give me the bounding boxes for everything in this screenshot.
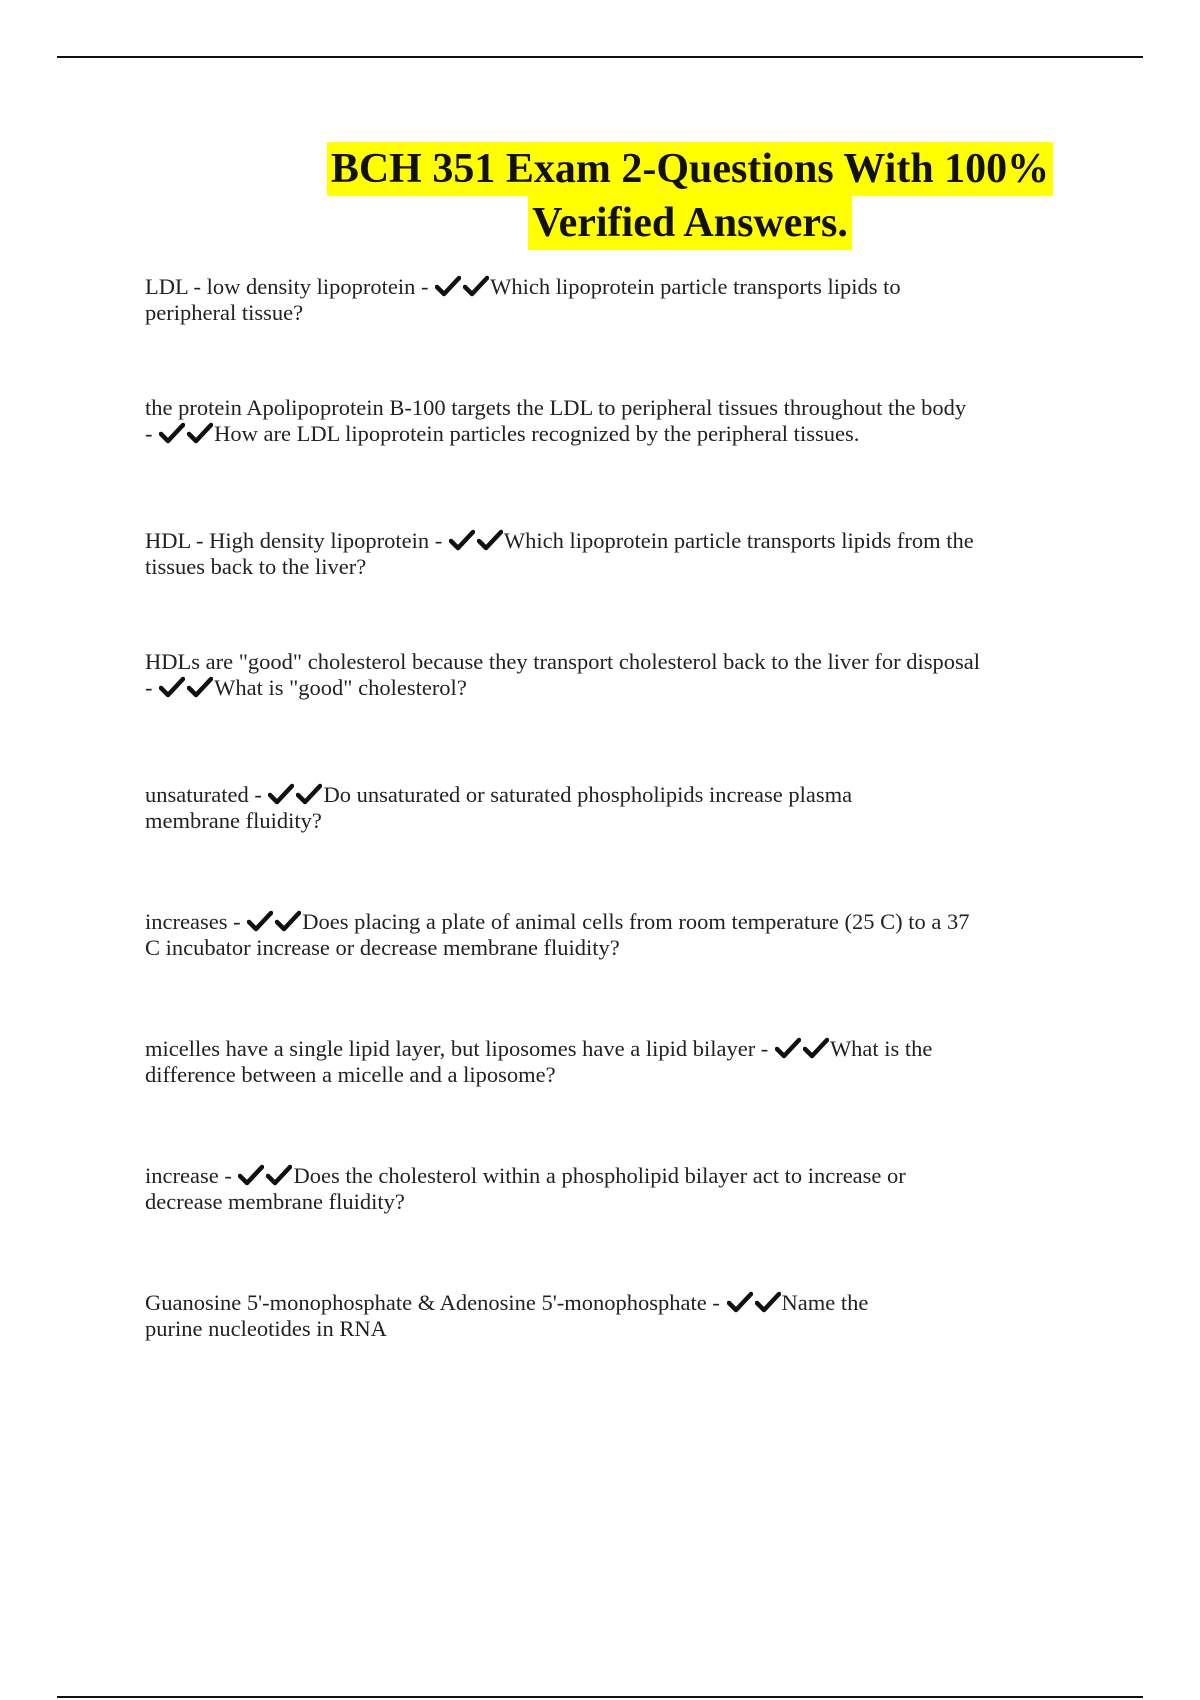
check-mark-icon	[775, 1037, 801, 1059]
check-mark-icon	[435, 275, 461, 297]
qa-item	[145, 649, 1065, 701]
question-text: Which lipoprotein particle transports lipids from the	[503, 528, 974, 553]
check-mark-icon	[187, 676, 213, 698]
question-text-cont: peripheral tissue?	[145, 300, 304, 325]
check-mark-icon	[449, 529, 475, 551]
answer-text: HDLs are "good" cholesterol because they transport cholesterol back to the liver for disposal	[145, 649, 980, 674]
question-text: What is the	[829, 1036, 933, 1061]
qa-item	[145, 1290, 1065, 1342]
answer-text-cont: -	[145, 675, 153, 700]
question-text-cont: tissues back to the liver?	[145, 554, 367, 579]
top-divider	[57, 56, 1143, 58]
question-text: Does placing a plate of animal cells from room temperature (25 C) to a 37	[302, 909, 970, 934]
qa-item	[145, 1036, 1065, 1088]
answer-text: increase -	[145, 1163, 232, 1188]
answer-text: increases -	[145, 909, 241, 934]
check-mark-icon	[238, 1164, 264, 1186]
answer-text: unsaturated -	[145, 782, 262, 807]
answer-text: micelles have a single lipid layer, but liposomes have a lipid bilayer -	[145, 1036, 769, 1061]
qa-item	[145, 782, 1065, 834]
check-mark-icon	[159, 422, 185, 444]
answer-text: HDL - High density lipoprotein -	[145, 528, 443, 553]
question-text: How are LDL lipoprotein particles recognized by the peripheral tissues.	[214, 421, 860, 446]
check-mark-icon	[727, 1291, 753, 1313]
check-mark-icon	[266, 1164, 292, 1186]
question-text-cont: difference between a micelle and a liposome?	[145, 1062, 556, 1087]
check-mark-icon	[159, 676, 185, 698]
qa-item	[145, 274, 1065, 326]
title-line-1: BCH 351 Exam 2-Questions With 100%	[327, 142, 1053, 196]
answer-text: the protein Apolipoprotein B-100 targets the LDL to peripheral tissues throughout the body	[145, 395, 967, 420]
qa-item	[145, 528, 1065, 580]
answer-text: Guanosine 5'-monophosphate & Adenosine 5'-monophosphate -	[145, 1290, 720, 1315]
document-title	[250, 142, 1130, 250]
question-text-cont: C incubator increase or decrease membrane fluidity?	[145, 935, 620, 960]
check-mark-icon	[463, 275, 489, 297]
check-mark-icon	[247, 910, 273, 932]
answer-text: LDL - low density lipoprotein -	[145, 274, 429, 299]
question-text: Does the cholesterol within a phospholipid bilayer act to increase or	[293, 1163, 906, 1188]
check-mark-icon	[803, 1037, 829, 1059]
qa-item	[145, 909, 1065, 961]
question-text-cont: membrane fluidity?	[145, 808, 322, 833]
question-text: Which lipoprotein particle transports lipids to	[490, 274, 901, 299]
question-text: Name the	[781, 1290, 869, 1315]
qa-item	[145, 1163, 1065, 1215]
question-text-cont: purine nucleotides in RNA	[145, 1316, 387, 1341]
check-mark-icon	[268, 783, 294, 805]
question-text: What is "good" cholesterol?	[214, 675, 467, 700]
question-text-cont: decrease membrane fluidity?	[145, 1189, 405, 1214]
check-mark-icon	[477, 529, 503, 551]
title-line-2: Verified Answers.	[528, 196, 852, 250]
check-mark-icon	[275, 910, 301, 932]
question-text: Do unsaturated or saturated phospholipids increase plasma	[323, 782, 853, 807]
check-mark-icon	[296, 783, 322, 805]
answer-text-cont: -	[145, 421, 153, 446]
check-mark-icon	[755, 1291, 781, 1313]
bottom-divider	[57, 1696, 1143, 1698]
check-mark-icon	[187, 422, 213, 444]
qa-item	[145, 395, 1065, 447]
